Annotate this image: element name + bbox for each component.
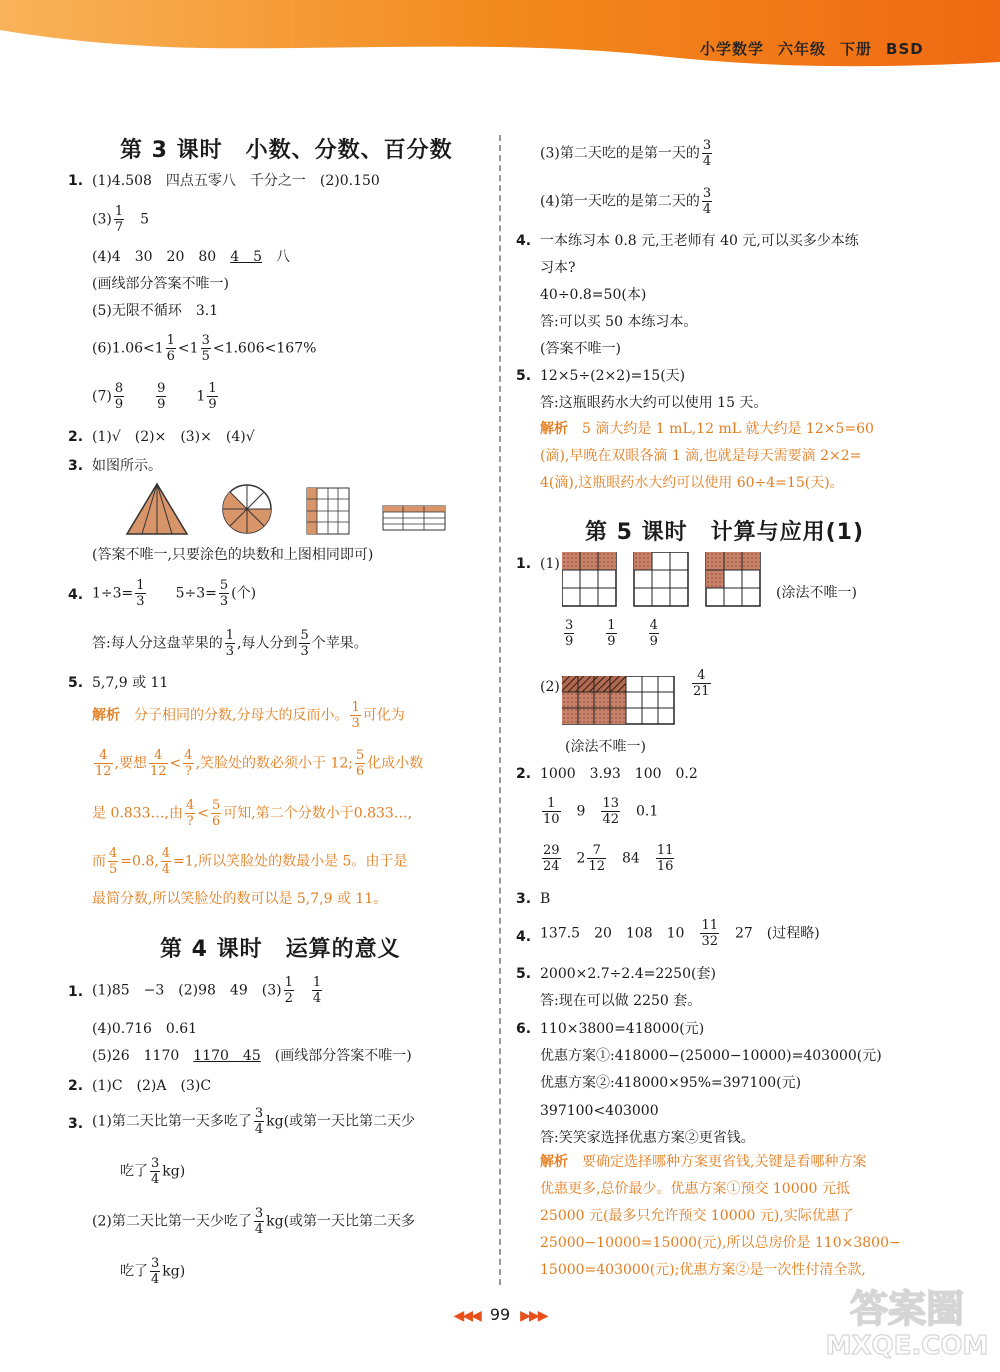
- grid-b: [634, 552, 688, 606]
- q-num: 2.: [68, 1078, 84, 1094]
- answer-line: 137.5 20 108 10 $\frac{11}{32}$ 27 (过程略): [540, 918, 820, 949]
- fraction-row: $\frac{3}{9}$ $\frac{1}{9}$ $\frac{4}{9}$: [565, 618, 658, 649]
- analysis-line: 25000 元(最多只允许预交 10000 元),实际优惠了: [540, 1208, 854, 1224]
- answer-line: 答:可以买 50 本练习本。: [540, 314, 698, 330]
- edition: BSD: [886, 40, 924, 58]
- q-num: 4.: [516, 233, 532, 249]
- answer-line: (1)√ (2)× (3)× (4)√: [92, 429, 255, 445]
- watermark-logo: [822, 1274, 992, 1364]
- answer-line: $\frac{29}{24}$ 2 $\frac{7}{12}$ 84 $\frac{11}{16}$: [543, 843, 674, 874]
- answer-line: (5)26 1170 1170 45 (画线部分答案不唯一): [92, 1048, 412, 1064]
- q-num: 4.: [68, 587, 84, 603]
- analysis-line: 最简分数,所以笑脸处的数可以是 5,7,9 或 11。: [92, 891, 388, 907]
- grid-figure: [307, 488, 349, 534]
- answer-line: 优惠方案①:418000−(25000−10000)=403000(元): [540, 1048, 882, 1064]
- lesson5-title: 第 5 课时 计算与应用(1): [585, 520, 865, 545]
- answer-line: 答:现在可以做 2250 套。: [540, 993, 702, 1009]
- q-num: 5.: [516, 966, 532, 982]
- answer-line: 答:每人分这盘苹果的 $\frac{1}{3}$ ,每人分到 $\frac{5}{3}$ 个苹果。: [92, 628, 368, 659]
- subject: 小学数学: [700, 40, 765, 58]
- lesson4-title: 第 4 课时 运算的意义: [160, 937, 401, 962]
- shaded-grids: [562, 552, 772, 608]
- q-num: 6.: [516, 1021, 532, 1037]
- page-number: 99: [489, 1305, 511, 1324]
- answer-line: 2000×2.7÷2.4=2250(套): [540, 966, 716, 982]
- answer-line: (4)第一天吃的是第二天的 $\frac{3}{4}$: [540, 186, 712, 217]
- next-arrows-icon: ▶▶▶: [520, 1308, 547, 1324]
- answer-line: (4)4 30 20 80 4 5 八: [92, 249, 291, 265]
- answer-line: 1÷3= $\frac{1}{3}$ 5÷3= $\frac{5}{3}$ (个): [92, 578, 257, 609]
- answer-line: 5,7,9 或 11: [92, 675, 169, 691]
- grid-a: [562, 552, 616, 606]
- note: (答案不唯一,只要涂色的块数和上图相同即可): [92, 547, 374, 563]
- answer-line: 优惠方案②:418000×95%=397100(元): [540, 1075, 802, 1091]
- q-num: 2.: [68, 429, 84, 445]
- answer-line: (1)4.508 四点五零八 千分之一 (2)0.150: [92, 173, 380, 189]
- answer-line: 吃了 $\frac{3}{4}$ kg): [120, 1156, 186, 1187]
- shaded-grid-21: [562, 676, 677, 728]
- analysis-line: 而 $\frac{4}{5}$ =0.8, $\frac{4}{4}$ =1,所以笑脸处的数最小是 5。由于是: [92, 846, 408, 877]
- answer-line: (7) $\frac{8}{9}$ $\frac{9}{9}$ 1 $\frac{1}{9}$: [92, 381, 217, 412]
- note: (涂法不唯一): [776, 585, 857, 601]
- answer-line: 答:笑笑家选择优惠方案②更省钱。: [540, 1130, 755, 1146]
- answer-line: B: [540, 891, 551, 907]
- bar-figure: [383, 506, 445, 530]
- answer-line: (2)第二天比第一天少吃了 $\frac{3}{4}$ kg(或第一天比第二天多: [92, 1206, 416, 1237]
- q-num: 5.: [68, 675, 84, 691]
- header-info: [700, 38, 938, 59]
- circle-figure: [223, 485, 271, 533]
- analysis-line: 优惠更多,总价最少。优惠方案①预交 10000 元抵: [540, 1181, 850, 1197]
- answer-line: 12×5÷(2×2)=15(天): [540, 368, 686, 384]
- q-num: 4.: [516, 929, 532, 945]
- analysis-line: 解析 要确定选择哪种方案更省钱,关键是看哪种方案: [540, 1154, 867, 1170]
- analysis-line: 解析 5 滴大约是 1 mL,12 mL 就大约是 12×5=60: [540, 421, 874, 437]
- answer-label: (1): [540, 556, 560, 572]
- shaded-figures: [125, 482, 455, 540]
- term: 下册: [840, 40, 873, 58]
- q-num: 5.: [516, 368, 532, 384]
- analysis-line: $\frac{4}{12}$ ,要想 $\frac{4}{12}$ < $\frac{4}{?}$ ,笑脸处的数必须小于 12; $\frac{5}{6}$ 化成小数: [95, 748, 424, 779]
- answer-line: 40÷0.8=50(本): [540, 287, 647, 303]
- answer-line: 答:这瓶眼药水大约可以使用 15 天。: [540, 395, 768, 411]
- grid-c: [706, 552, 760, 606]
- answer-line: (3)第二天吃的是第一天的 $\frac{3}{4}$: [540, 138, 712, 169]
- note: (画线部分答案不唯一): [92, 276, 229, 292]
- answer-line: $\frac{1}{10}$ 9 $\frac{13}{42}$ 0.1: [543, 796, 659, 827]
- q-num: 1.: [516, 556, 532, 572]
- q-num: 2.: [516, 766, 532, 782]
- analysis-line: 15000=403000(元);优惠方案②是一次性付清全款,: [540, 1262, 866, 1278]
- answer-line: (5)无限不循环 3.1: [92, 303, 219, 319]
- prev-arrows-icon: ◀◀◀: [453, 1308, 480, 1324]
- q-num: 1.: [68, 984, 84, 1000]
- answer-label: (2): [540, 679, 560, 695]
- answer-line: 一本练习本 0.8 元,王老师有 40 元,可以买多少本练: [540, 233, 859, 249]
- lesson3-title: 第 3 课时 小数、分数、百分数: [120, 138, 453, 163]
- analysis-line: 25000−10000=15000(元),所以总房价是 110×3800−: [540, 1235, 901, 1251]
- answer-line: (4)0.716 0.61: [92, 1021, 198, 1037]
- note: (涂法不唯一): [565, 739, 646, 755]
- answer-line: 397100<403000: [540, 1103, 659, 1119]
- answer-line: (6)1.06<1 $\frac{1}{6}$ <1 $\frac{3}{5}$ <1.606<167%: [92, 333, 317, 364]
- analysis-line: 解析 分子相同的分数,分母大的反而小。 $\frac{1}{3}$ 可化为: [92, 700, 405, 731]
- q-num: 3.: [68, 458, 84, 474]
- answer-line: 110×3800=418000(元): [540, 1021, 705, 1037]
- analysis-line: 4(滴),这瓶眼药水大约可以使用 60÷4=15(天)。: [540, 475, 844, 491]
- q-num: 1.: [68, 173, 84, 189]
- answer-line: (1)第二天比第一天多吃了 $\frac{3}{4}$ kg(或第一天比第二天少: [92, 1106, 416, 1137]
- triangle-figure: [127, 484, 187, 534]
- grade: 六年级: [778, 40, 827, 58]
- answer-line: (1)C (2)A (3)C: [92, 1078, 212, 1094]
- q-num: 3.: [516, 891, 532, 907]
- analysis-line: (滴),早晚在双眼各滴 1 滴,也就是每天需要滴 2×2=: [540, 448, 862, 464]
- answer-line: (3) $\frac{1}{7}$ 5: [92, 204, 150, 235]
- q-num: 3.: [68, 1116, 84, 1132]
- column-divider: [499, 135, 501, 1285]
- answer-line: (1)85 −3 (2)98 49 (3) $\frac{1}{2}$ $\frac{1}{4}$: [92, 975, 322, 1006]
- answer-line: 吃了 $\frac{3}{4}$ kg): [120, 1256, 186, 1287]
- answer-line: 1000 3.93 100 0.2: [540, 766, 698, 782]
- fraction: $\frac{4}{21}$: [693, 668, 710, 699]
- analysis-line: 是 0.833…,由 $\frac{4}{?}$ < $\frac{5}{6}$ 可知,第二个分数小于0.833…,: [92, 798, 413, 829]
- watermark-line2: MXQE.COM: [825, 1331, 989, 1361]
- watermark-line1: 答案圈: [849, 1287, 965, 1331]
- note: (答案不唯一): [540, 341, 621, 357]
- answer-line: 如图所示。: [92, 458, 162, 474]
- answer-line: 习本?: [540, 260, 576, 276]
